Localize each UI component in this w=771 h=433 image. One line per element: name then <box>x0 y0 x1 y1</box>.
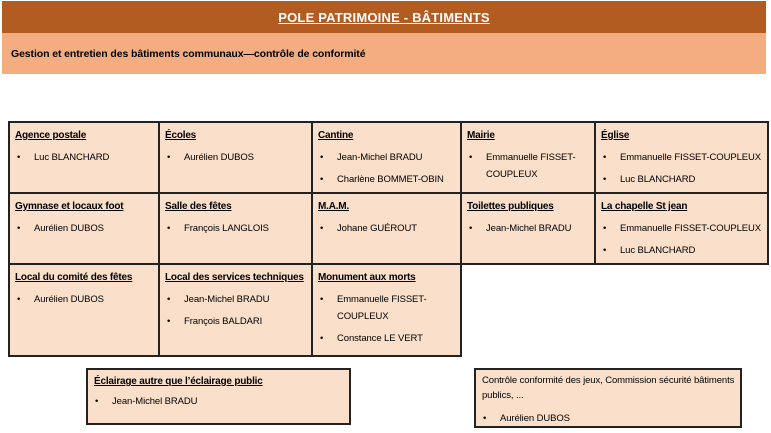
person-name: Aurélien DUBOS <box>34 294 104 305</box>
bullet-row <box>88 393 349 410</box>
person-name: Emmanuelle FISSET-COUPLEUX <box>620 223 761 234</box>
bullet-row <box>596 220 765 237</box>
cell-title: Local du comité des fêtes <box>15 272 133 283</box>
cell-title: Gymnase et locaux foot <box>15 201 124 212</box>
cell-title: Écoles <box>165 130 197 141</box>
bullet-row <box>313 291 458 325</box>
cell-salle-des-fetes <box>159 193 312 264</box>
cell-title: Salle des fêtes <box>165 201 232 212</box>
bullet-row <box>10 291 156 308</box>
bullet-icon: • <box>320 333 324 344</box>
bullet-icon: • <box>95 396 99 407</box>
cell-cantine <box>312 122 461 193</box>
bullet-icon: • <box>167 316 171 327</box>
cell-toilettes-publiques <box>461 193 595 264</box>
bullet-row <box>596 149 765 166</box>
bullet-icon: • <box>469 152 473 163</box>
bullet-row <box>160 220 309 237</box>
bullet-icon: • <box>483 413 487 424</box>
bullet-row <box>10 220 156 237</box>
person-name: Luc BLANCHARD <box>620 245 696 256</box>
cell-mam <box>312 193 461 264</box>
bullet-icon: • <box>167 294 171 305</box>
bullet-icon: • <box>320 174 324 185</box>
cell-title: Cantine <box>318 130 354 141</box>
cell-mairie <box>461 122 595 193</box>
box-controle-conformite <box>474 368 742 428</box>
cell-title: Église <box>601 130 630 141</box>
person-name: Emmanuelle FISSET-COUPLEUX <box>620 152 761 163</box>
cell-ecoles <box>159 122 312 193</box>
bullet-icon: • <box>17 152 21 163</box>
bullet-row <box>313 149 458 166</box>
cell-agence-postale <box>9 122 159 193</box>
bullet-row <box>160 291 309 308</box>
bullet-row <box>313 171 458 188</box>
person-name: Emmanuelle FISSET-COUPLEUX <box>337 294 427 322</box>
cell-title: Mairie <box>467 130 495 141</box>
cell-eglise <box>595 122 768 193</box>
bullet-row <box>596 242 765 259</box>
title-bar <box>2 1 766 33</box>
bullet-row <box>462 220 592 237</box>
bullet-row <box>160 149 309 166</box>
table-row <box>9 122 768 193</box>
bullet-row <box>462 149 592 183</box>
bullet-icon: • <box>167 223 171 234</box>
cell-local-comite-des-fetes <box>9 264 159 356</box>
cell-chapelle-st-jean <box>595 193 768 264</box>
bullet-row <box>160 313 309 330</box>
cell-title: Local des services techniques <box>165 272 304 283</box>
person-name: Jean-Michel BRADU <box>486 223 572 234</box>
person-name: Aurélien DUBOS <box>184 152 254 163</box>
cell-local-services-techniques <box>159 264 312 356</box>
box-title: Contrôle conformité des jeux, Commission sécurité bâtiments publics, ... <box>482 375 735 401</box>
person-name: Constance LE VERT <box>337 333 423 344</box>
table-row <box>9 193 768 264</box>
cell-title: M.A.M. <box>318 201 350 212</box>
bullet-row <box>596 171 765 188</box>
box-eclairage <box>86 368 351 425</box>
cell-title: La chapelle St jean <box>601 201 688 212</box>
person-name: Jean-Michel BRADU <box>112 396 198 407</box>
bullet-icon: • <box>17 223 21 234</box>
bullet-icon: • <box>167 152 171 163</box>
person-name: Charlène BOMMET-OBIN <box>337 174 444 185</box>
bullet-icon: • <box>603 152 607 163</box>
person-name: Aurélien DUBOS <box>34 223 104 234</box>
subtitle-bar <box>2 33 766 74</box>
bullet-row <box>313 330 458 347</box>
bullet-icon: • <box>320 223 324 234</box>
page-subtitle: Gestion et entretien des bâtiments communaux—contrôle de conformité <box>11 47 366 60</box>
bullet-icon: • <box>320 294 324 305</box>
bullet-icon: • <box>469 223 473 234</box>
bullet-icon: • <box>603 245 607 256</box>
person-name: François BALDARI <box>184 316 263 327</box>
buildings-table <box>8 121 769 357</box>
cell-title: Toilettes publiques <box>467 201 554 212</box>
cell-title: Monument aux morts <box>318 272 416 283</box>
bullet-row <box>10 149 156 166</box>
person-name: Jean-Michel BRADU <box>184 294 270 305</box>
table-row <box>9 264 768 356</box>
person-name: François LANGLOIS <box>184 223 269 234</box>
person-name: Luc BLANCHARD <box>620 174 696 185</box>
person-name: Aurélien DUBOS <box>500 413 570 424</box>
bullet-icon: • <box>603 223 607 234</box>
person-name: Johane GUÉROUT <box>337 223 417 234</box>
bullet-icon: • <box>320 152 324 163</box>
person-name: Emmanuelle FISSET-COUPLEUX <box>486 152 576 180</box>
bullet-row <box>476 410 740 427</box>
cell-title: Agence postale <box>15 130 87 141</box>
bullet-row <box>313 220 458 237</box>
bullet-icon: • <box>17 294 21 305</box>
empty-area <box>461 264 768 356</box>
cell-monument-aux-morts <box>312 264 461 356</box>
box-title: Éclairage autre que l’éclairage public <box>94 376 263 387</box>
person-name: Jean-Michel BRADU <box>337 152 423 163</box>
cell-gymnase-locaux-foot <box>9 193 159 264</box>
page-title: POLE PATRIMOINE - BÂTIMENTS <box>278 9 490 25</box>
bullet-icon: • <box>603 174 607 185</box>
person-name: Luc BLANCHARD <box>34 152 110 163</box>
